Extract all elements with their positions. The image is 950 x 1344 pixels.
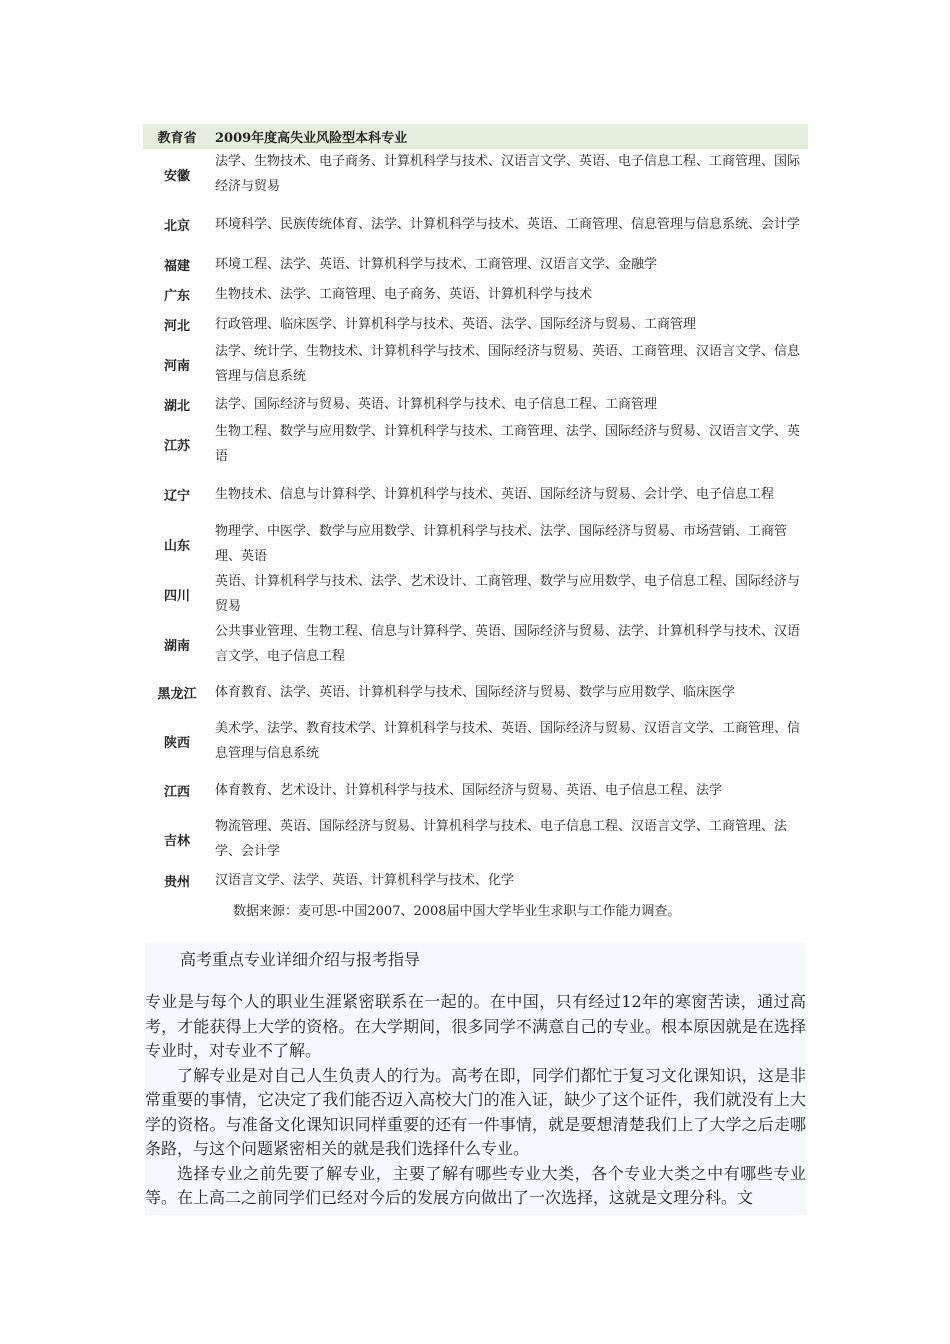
province-cell: 河北 <box>163 318 190 334</box>
table-header-row <box>143 124 808 149</box>
table-row <box>143 865 808 895</box>
majors-cell: 行政管理、临床医学、计算机科学与技术、英语、法学、国际经济与贸易、工商管理 <box>215 316 697 332</box>
majors-cell: 公共事业管理、生物工程、信息与计算科学、英语、国际经济与贸易、法学、计算机科学与技术、汉语言文学、电子信息工程 <box>215 624 801 664</box>
majors-cell: 体育教育、艺术设计、计算机科学与技术、国际经济与贸易、英语、电子信息工程、法学 <box>215 782 723 798</box>
province-cell: 吉林 <box>163 833 190 849</box>
table-row <box>143 715 808 767</box>
majors-cell: 法学、国际经济与贸易、英语、计算机科学与技术、电子信息工程、工商管理 <box>215 396 658 412</box>
header-province: 教育省 <box>143 124 211 149</box>
table-row <box>143 419 808 469</box>
risk-majors-table <box>143 124 808 895</box>
province-cell: 福建 <box>163 258 190 274</box>
province-cell: 贵州 <box>163 874 190 890</box>
province-cell: 山东 <box>163 538 190 554</box>
majors-cell: 物流管理、英语、国际经济与贸易、计算机科学与技术、电子信息工程、汉语言文学、工商管理、法学、会计学 <box>215 819 788 859</box>
majors-cell: 汉语言文学、法学、英语、计算机科学与技术、化学 <box>215 872 515 888</box>
majors-cell: 美术学、法学、教育技术学、计算机科学与技术、英语、国际经济与贸易、汉语言文学、工商管理、信息管理与信息系统 <box>215 721 801 761</box>
majors-cell: 体育教育、法学、英语、计算机科学与技术、国际经济与贸易、数学与应用数学、临床医学 <box>215 684 736 700</box>
majors-cell: 生物技术、法学、工商管理、电子商务、英语、计算机科学与技术 <box>215 286 593 302</box>
table-row <box>143 339 808 389</box>
province-cell: 湖北 <box>163 398 190 414</box>
data-source-note: 数据来源：麦可思-中国2007、2008届中国大学毕业生求职与工作能力调查。 <box>233 904 681 919</box>
majors-cell: 英语、计算机科学与技术、法学、艺术设计、工商管理、数学与应用数学、电子信息工程、国际经济与贸易 <box>215 574 801 614</box>
majors-cell: 法学、统计学、生物技术、计算机科学与技术、国际经济与贸易、英语、工商管理、汉语言文学、信息管理与信息系统 <box>215 344 801 384</box>
table-row <box>143 149 808 199</box>
table-row <box>143 389 808 419</box>
table-row <box>143 279 808 309</box>
table-row <box>143 469 808 519</box>
header-majors: 2009年度高失业风险型本科专业 <box>211 124 808 149</box>
table-row <box>143 249 808 279</box>
guide-title: 高考重点专业详细介绍与报考指导 <box>180 950 421 969</box>
table-row <box>143 813 808 865</box>
majors-cell: 法学、生物技术、电子商务、计算机科学与技术、汉语言文学、英语、电子信息工程、工商管理、国际经济与贸易 <box>215 154 801 194</box>
province-cell: 四川 <box>163 588 190 604</box>
table-row <box>143 569 808 619</box>
province-cell: 北京 <box>163 218 190 234</box>
majors-cell: 环境工程、法学、英语、计算机科学与技术、工商管理、汉语言文学、金融学 <box>215 256 658 272</box>
province-cell: 陕西 <box>163 735 190 751</box>
province-cell: 河南 <box>163 358 190 374</box>
province-cell: 辽宁 <box>163 488 190 504</box>
province-cell: 黑龙江 <box>157 686 197 702</box>
majors-cell: 环境科学、民族传统体育、法学、计算机科学与技术、英语、工商管理、信息管理与信息系统、会计学 <box>215 216 801 232</box>
table-row <box>143 767 808 813</box>
province-cell: 江苏 <box>163 438 190 454</box>
province-cell: 安徽 <box>163 168 190 184</box>
table-row <box>143 519 808 569</box>
table-row <box>143 309 808 339</box>
table-row <box>143 669 808 715</box>
guide-paragraph: 专业是与每个人的职业生涯紧密联系在一起的。在中国，只有经过12年的寒窗苦读，通过高考，才能获得上大学的资格。在大学期间，很多同学不满意自己的专业。根本原因就是在选择专业时，对专业不了解。 <box>145 992 806 1060</box>
guide-section <box>145 943 806 1215</box>
province-cell: 广东 <box>163 288 190 304</box>
guide-body <box>145 990 806 1211</box>
majors-cell: 生物技术、信息与计算科学、计算机科学与技术、英语、国际经济与贸易、会计学、电子信息工程 <box>215 486 775 502</box>
table-row <box>143 199 808 249</box>
province-cell: 江西 <box>163 784 190 800</box>
guide-paragraph: 选择专业之前先要了解专业，主要了解有哪些专业大类，各个专业大类之中有哪些专业等。在上高二之前同学们已经对今后的发展方向做出了一次选择，这就是文理分科。文 <box>145 1163 806 1207</box>
majors-cell: 物理学、中医学、数学与应用数学、计算机科学与技术、法学、国际经济与贸易、市场营销、工商管理、英语 <box>215 524 788 564</box>
majors-cell: 生物工程、数学与应用数学、计算机科学与技术、工商管理、法学、国际经济与贸易、汉语言文学、英语 <box>215 424 801 464</box>
guide-paragraph: 了解专业是对自己人生负责人的行为。高考在即，同学们都忙于复习文化课知识，这是非常重要的事情，它决定了我们能否迈入高校大门的准入证，缺少了这个证件，我们就没有上大学的资格。与准备文化课知识同样重要的还有一件事情，就是要想清楚我们上了大学之后走哪条路，与这个问题紧密相关的就是我们选择什么专业。 <box>145 1065 806 1158</box>
province-cell: 湖南 <box>163 638 190 654</box>
table-row <box>143 619 808 669</box>
risk-majors-table-section <box>143 124 808 895</box>
